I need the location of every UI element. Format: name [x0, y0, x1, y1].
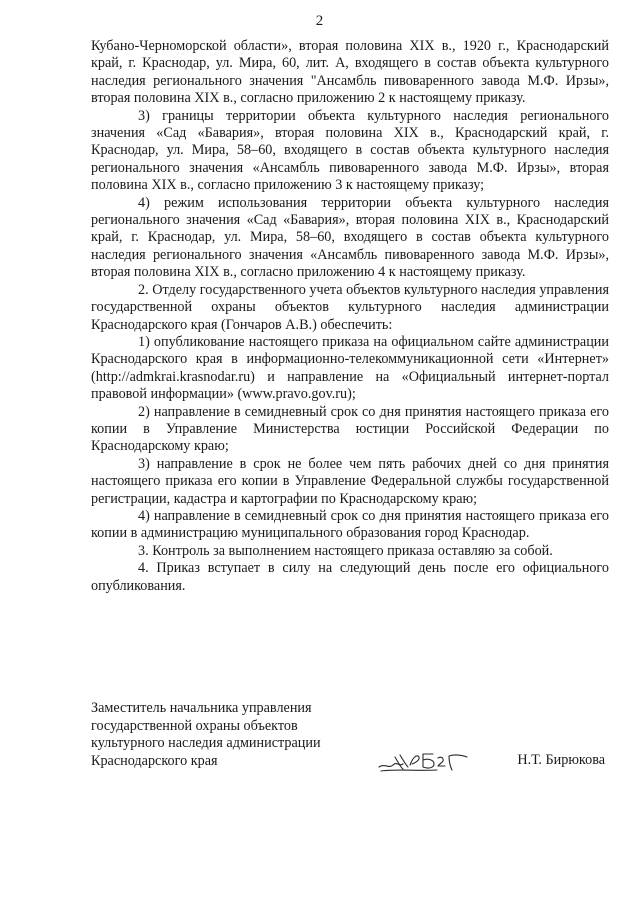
paragraph-section-2-item-3: 3) направление в срок не более чем пять рабочих дней со дня принятия настоящего приказа его копии в Управление Федеральной службы государственной регистрации, кадастра и картографии по Краснодарскому краю;: [91, 455, 609, 507]
handwritten-signature: [377, 745, 473, 775]
signer-name: Н.Т. Бирюкова: [517, 752, 605, 768]
paragraph-section-2-item-1: 1) опубликование настоящего приказа на официальном сайте администрации Краснодарского края в информационно-телекоммуникационной сети «Интернет» (http://admkrai.krasnodar.ru) и направление на «Официальный интернет-портал правовой информации» (www.pravo.gov.ru);: [91, 333, 609, 403]
page-number: 2: [315, 13, 324, 29]
signature-block: [91, 700, 609, 780]
paragraph-section-2-item-2: 2) направление в семидневный срок со дня принятия настоящего приказа его копии в Управление Министерства юстиции Российской Федерации по Краснодарскому краю;: [91, 403, 609, 455]
paragraph-section-2: 2. Отделу государственного учета объектов культурного наследия управления государственной охраны объектов культурного наследия администрации Краснодарского края (Гончаров А.В.) обеспечить:: [91, 281, 609, 333]
paragraph-section-2-item-4: 4) направление в семидневный срок со дня принятия настоящего приказа его копии в администрацию муниципального образования город Краснодар.: [91, 507, 609, 542]
paragraph-section-3: 3. Контроль за выполнением настоящего приказа оставляю за собой.: [138, 542, 553, 559]
document-body: [91, 38, 609, 595]
paragraph-section-4: 4. Приказ вступает в силу на следующий день после его официального опубликования.: [91, 560, 609, 594]
signer-title-line: Краснодарского края: [91, 752, 218, 769]
paragraph-item-4-regime: 4) режим использования территории объекта культурного наследия регионального значения «Сад «Бавария», вторая половина XIX в., Краснодарский край, г. Краснодар, ул. Мира, 58–60, входящего в состав объекта культурного наследия регионального значения «Ансамбль пивоваренного завода М.Ф. Ирзы», вторая половина XIX в., согласно приложению 4 к настоящему приказу.: [91, 194, 609, 281]
signer-title-line: Заместитель начальника управления: [91, 700, 312, 716]
paragraph-item-3-boundaries: 3) границы территории объекта культурного наследия регионального значения «Сад «Бавария», вторая половина XIX в., Краснодарский край, г. Краснодар, ул. Мира, 58–60, входящего в состав объекта культурного наследия регионального значения «Ансамбль пивоваренного завода М.Ф. Ирзы», вторая половина XIX в., согласно приложению 3 к настоящему приказу;: [91, 107, 609, 194]
signer-title-line: государственной охраны объектов: [91, 717, 298, 734]
paragraph-continuation: Кубано-Черноморской области», вторая половина XIX в., 1920 г., Краснодарский край, г. Краснодар, ул. Мира, 60, лит. А, входящего в состав объекта культурного наследия регионального значения "Ансамбль пивоваренного завода М.Ф. Ирзы», вторая половина XIX в., согласно приложению 2 к настоящему приказу.: [91, 38, 609, 107]
signer-title-line: культурного наследия администрации: [91, 735, 321, 752]
